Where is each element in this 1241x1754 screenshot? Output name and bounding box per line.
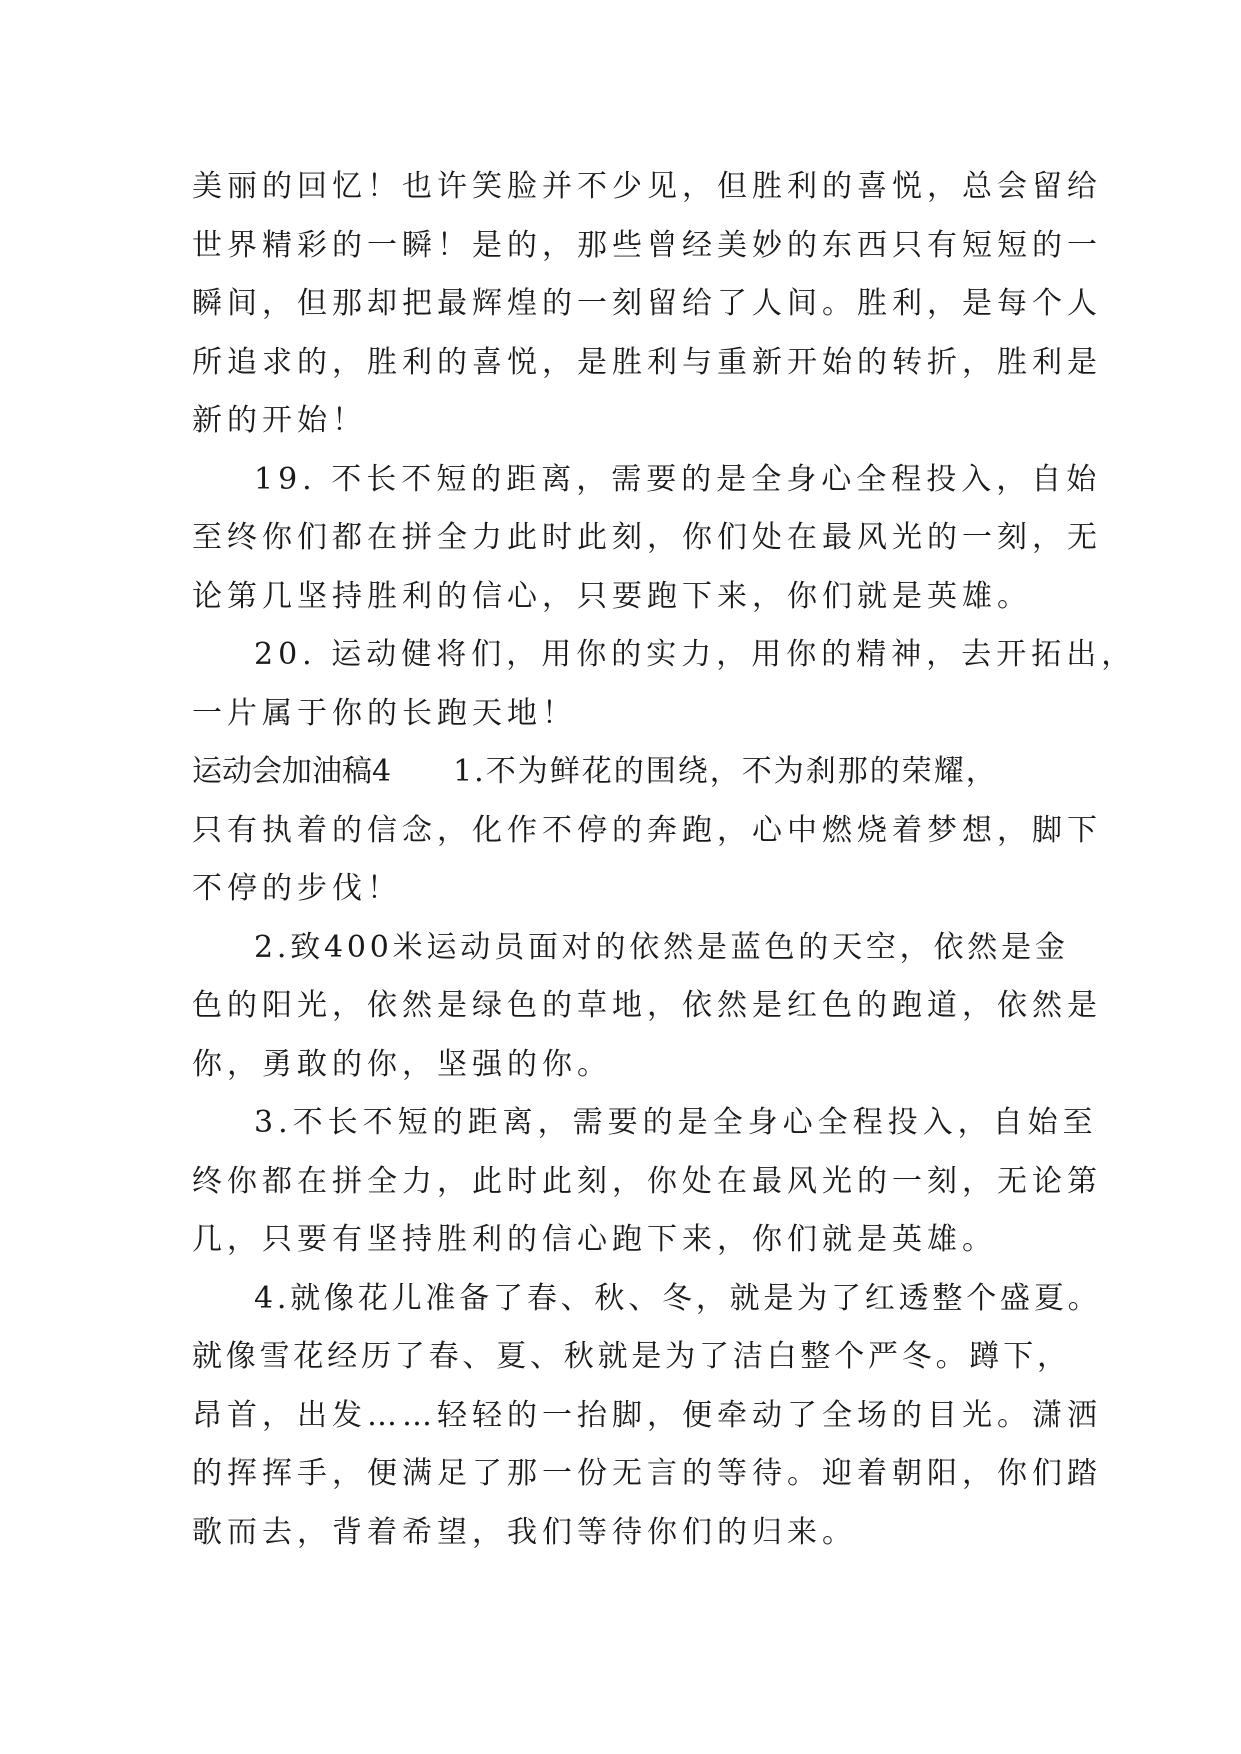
text-line: 一片属于你的长跑天地！ <box>192 695 577 731</box>
text-line: 歌而去，背着希望，我们等待你们的归来。 <box>192 1514 857 1550</box>
text-line: 不停的步伐！ <box>192 871 402 906</box>
paragraph-1-start: 1.不为鲜花的围绕，不为刹那的荣耀， <box>453 754 998 789</box>
text-line: 昂首，出发……轻轻的一抬脚，便牵动了全场的目光。潇洒 <box>192 1397 1102 1433</box>
text-line: 美丽的回忆！也许笑脸并不少见，但胜利的喜悦，总会留给 <box>192 169 1102 204</box>
text-line: 所追求的，胜利的喜悦，是胜利与重新开始的转折，胜利是 <box>192 344 1102 380</box>
text-line: 你，勇敢的你，坚强的你。 <box>192 1046 612 1082</box>
paragraph-3-start: 3.不长不短的距离，需要的是全身心全程投入，自始至 <box>254 1105 1098 1140</box>
text-line: 的挥挥手，便满足了那一份无言的等待。迎着朝阳，你们踏 <box>192 1456 1102 1491</box>
paragraph-20-start: 20. 运动健将们，用你的实力，用你的精神，去开拓出， <box>254 637 1137 672</box>
text-line: 只有执着的信念，化作不停的奔跑，心中燃烧着梦想，脚下 <box>192 812 1102 848</box>
text-line: 至终你们都在拼全力此时此刻，你们处在最风光的一刻，无 <box>192 520 1102 555</box>
text-line: 终你都在拼全力，此时此刻，你处在最风光的一刻，无论第 <box>192 1163 1102 1199</box>
text-line: 世界精彩的一瞬！是的，那些曾经美妙的东西只有短短的一 <box>192 227 1102 263</box>
text-line: 几，只要有坚持胜利的信心跑下来，你们就是英雄。 <box>192 1222 997 1257</box>
document-body <box>192 158 1137 1562</box>
paragraph-2-start: 2.致400米运动员面对的依然是蓝色的天空，依然是金 <box>254 929 1069 965</box>
text-line: 色的阳光，依然是绿色的草地，依然是红色的跑道，依然是 <box>192 988 1102 1023</box>
section-heading-line <box>192 743 1050 802</box>
paragraph-4-start: 4.就像花儿准备了春、秋、冬，就是为了红透整个盛夏。 <box>254 1280 1102 1316</box>
text-line: 瞬间，但那却把最辉煌的一刻留给了人间。胜利，是每个人 <box>192 286 1102 321</box>
text-line: 论第几坚持胜利的信心，只要跑下来，你们就是英雄。 <box>192 578 1032 614</box>
text-line: 就像雪花经历了春、夏、秋就是为了洁白整个严冬。蹲下， <box>192 1339 1071 1374</box>
paragraph-19-start: 19. 不长不短的距离，需要的是全身心全程投入，自始 <box>254 461 1102 497</box>
section-title: 运动会加油稿4 <box>192 754 392 789</box>
text-line: 新的开始！ <box>192 403 367 438</box>
